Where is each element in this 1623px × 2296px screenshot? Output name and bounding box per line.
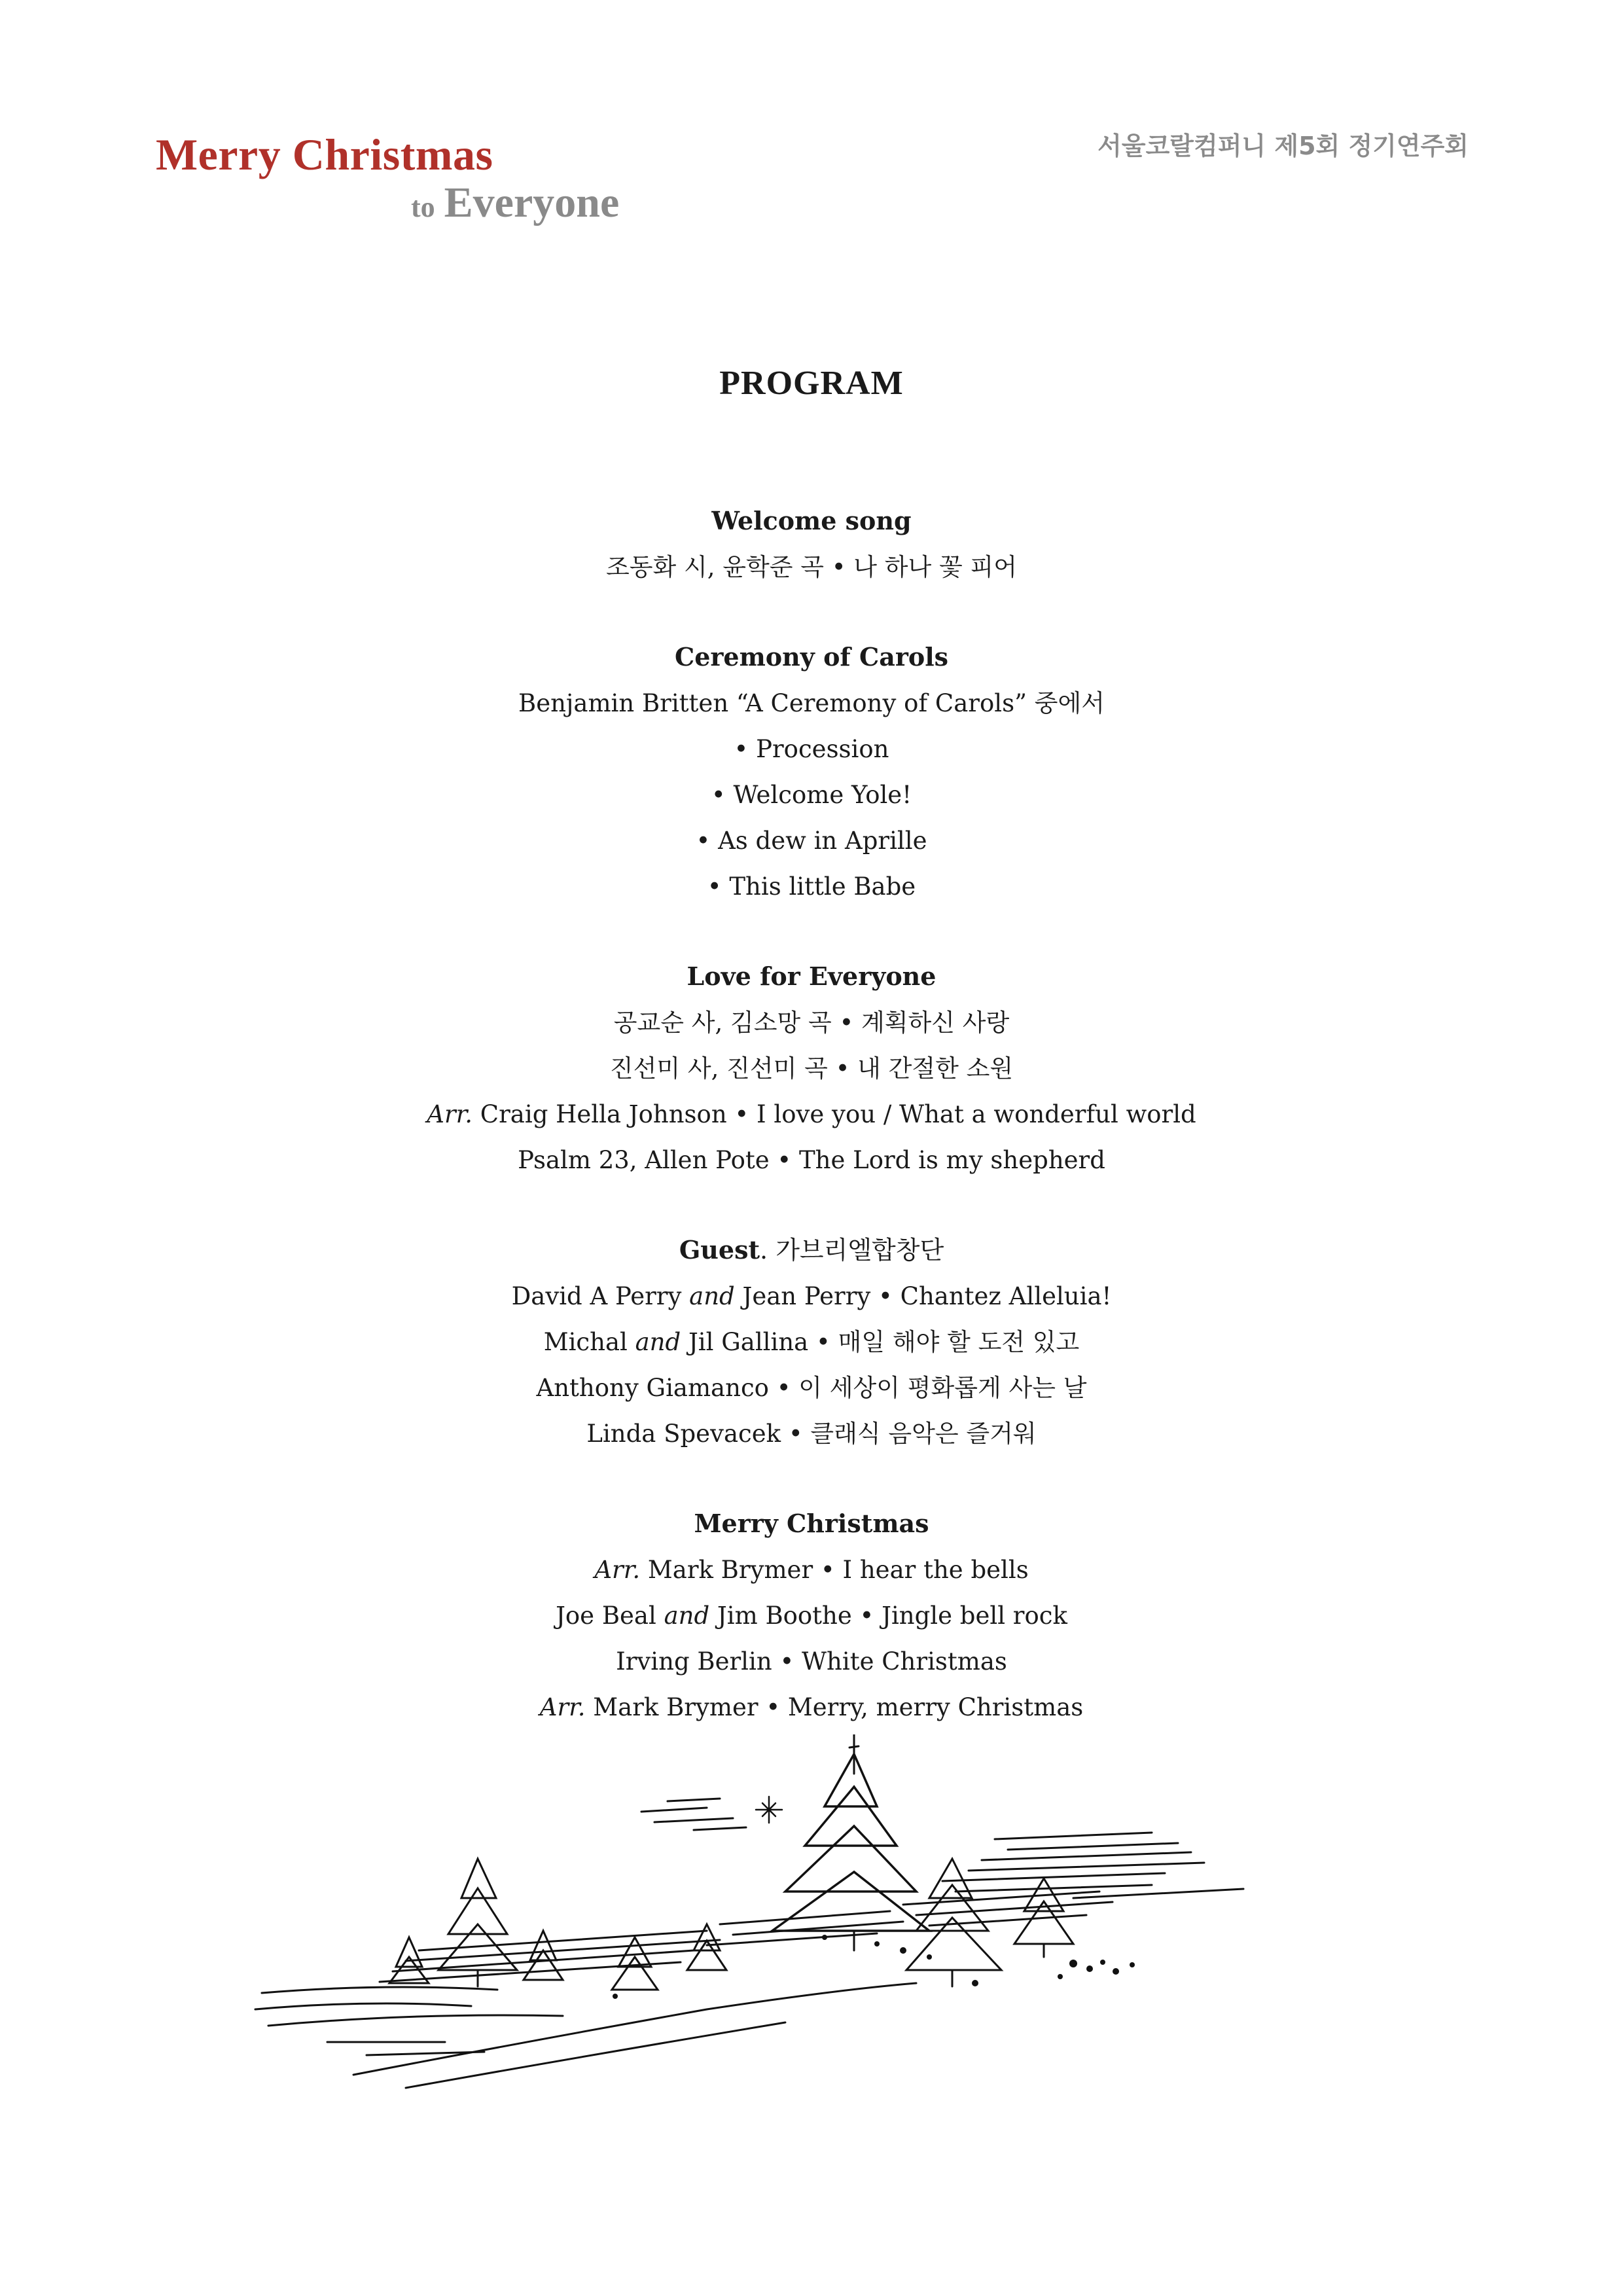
arr-label: Arr. (539, 1693, 586, 1721)
program-line: Psalm 23, Allen Pote • The Lord is my shepherd (518, 1146, 1105, 1174)
and-word: and (635, 1328, 681, 1356)
program-line (0, 1319, 1623, 1365)
logo-everyone: Everyone (444, 179, 620, 226)
program-heading: PROGRAM (719, 365, 904, 402)
program-line (0, 1092, 1623, 1138)
guest-choir: . 가브리엘합창단 (760, 1236, 944, 1265)
logo-line2 (411, 177, 619, 240)
line-text: Craig Hella Johnson • I love you / What a wonderful world (473, 1100, 1196, 1128)
section-title: Love for Everyone (687, 961, 936, 991)
program-line: • Welcome Yole! (711, 781, 912, 809)
program-line: • This little Babe (707, 872, 916, 901)
section-welcome-song (0, 497, 1623, 590)
composer-b: Jil Gallina • 매일 해야 할 도전 있고 (681, 1328, 1080, 1356)
composer-a: Joe Beal (556, 1602, 664, 1630)
section-title: Merry Christmas (694, 1509, 929, 1538)
section-guest (0, 1227, 1623, 1457)
section-merry-christmas (0, 1500, 1623, 1731)
logo-to: to (411, 191, 435, 223)
logo-line1: Merry Christmas (156, 130, 493, 179)
program-line (0, 1274, 1623, 1319)
program-line: Linda Spevacek • 클래식 음악은 즐거워 (586, 1420, 1037, 1448)
program-line (0, 1685, 1623, 1731)
concert-title: 서울코랄컴퍼니 제5회 정기연주회 (1097, 132, 1469, 160)
program-line (0, 1547, 1623, 1593)
composer-a: Michal (543, 1328, 635, 1356)
program-line: 조동화 시, 윤학준 곡 • 나 하나 꽃 피어 (605, 553, 1018, 581)
program-line: 공교순 사, 김소망 곡 • 계획하신 사랑 (613, 1009, 1010, 1037)
and-word: and (689, 1282, 735, 1310)
line-text: Mark Brymer • Merry, merry Christmas (585, 1693, 1084, 1721)
program-list (0, 497, 1623, 1774)
composer-b: Jean Perry • Chantez Alleluia! (734, 1282, 1112, 1310)
program-line: • Procession (734, 735, 889, 763)
and-word: and (664, 1602, 710, 1630)
program-line (0, 1593, 1623, 1639)
program-line: • As dew in Aprille (696, 827, 927, 855)
section-love-for-everyone (0, 953, 1623, 1183)
winter-pine-trees-sketch-icon (249, 1734, 1374, 2101)
program-line: Irving Berlin • White Christmas (616, 1647, 1007, 1676)
section-title: Ceremony of Carols (674, 642, 949, 672)
arr-label: Arr. (594, 1556, 641, 1584)
section-title (0, 1227, 1623, 1274)
line-text: Mark Brymer • I hear the bells (640, 1556, 1029, 1584)
program-line: Benjamin Britten “A Ceremony of Carols” 중에서 (518, 689, 1105, 717)
composer-a: David A Perry (511, 1282, 690, 1310)
guest-label: Guest (679, 1235, 760, 1265)
section-title: Welcome song (711, 506, 912, 535)
arr-label: Arr. (427, 1100, 473, 1128)
section-ceremony-of-carols (0, 634, 1623, 910)
program-line: Anthony Giamanco • 이 세상이 평화롭게 사는 날 (536, 1374, 1087, 1402)
program-line: 진선미 사, 진선미 곡 • 내 간절한 소원 (609, 1054, 1014, 1083)
composer-b: Jim Boothe • Jingle bell rock (709, 1602, 1067, 1630)
logo (156, 128, 620, 226)
